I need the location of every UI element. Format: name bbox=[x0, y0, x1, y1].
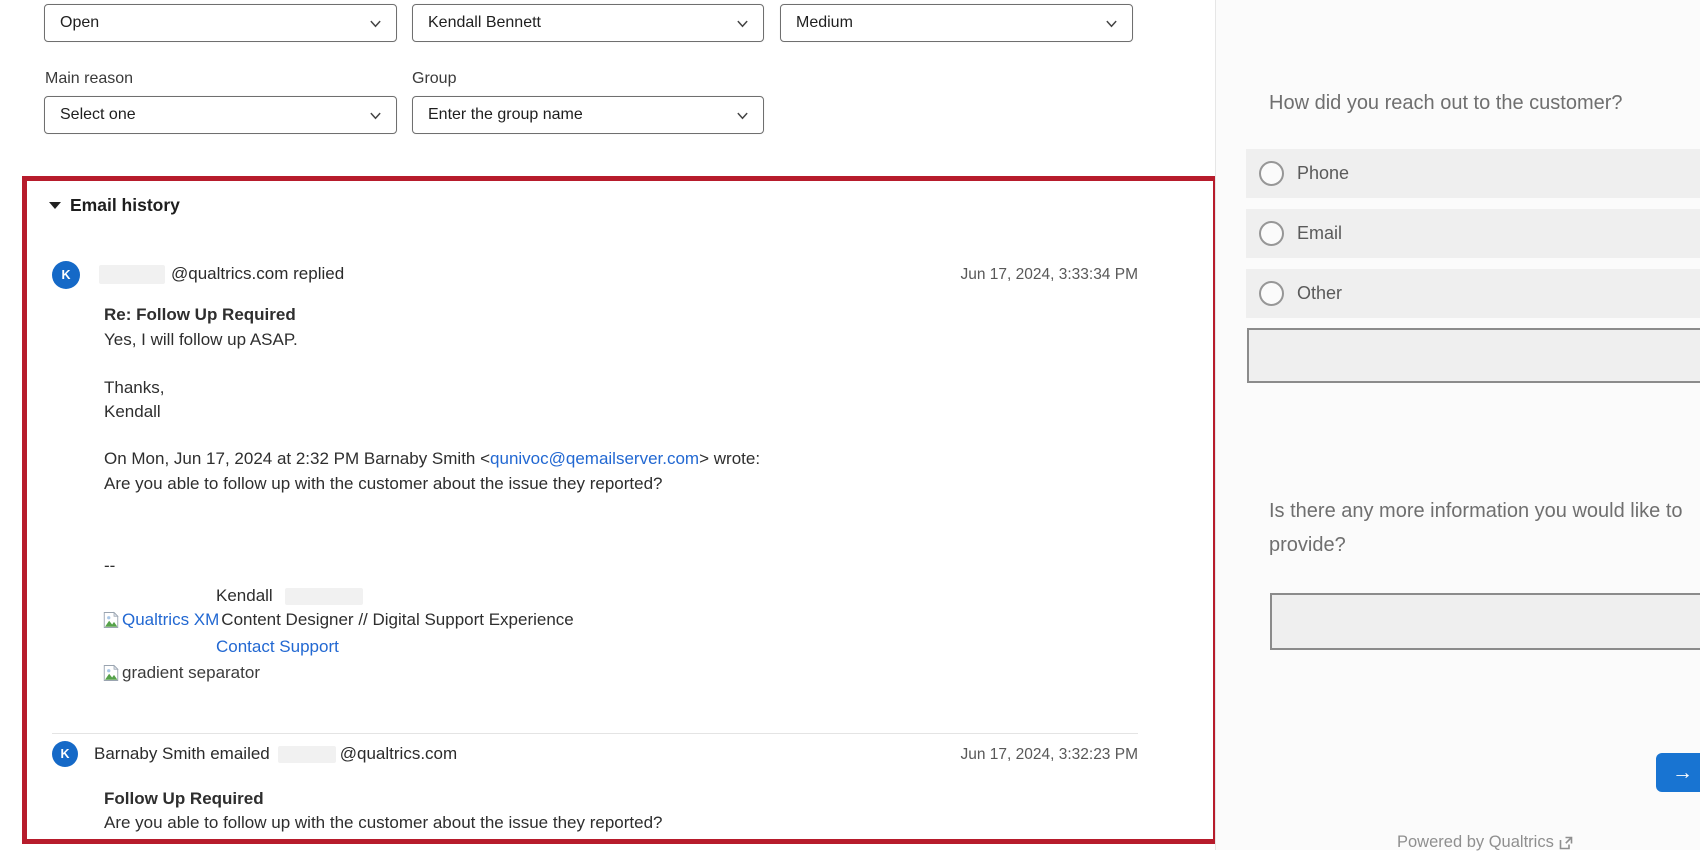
email1-body-line: Thanks, bbox=[104, 378, 165, 397]
radio-button-icon[interactable] bbox=[1259, 161, 1284, 186]
collapse-arrow-icon[interactable] bbox=[49, 202, 61, 209]
radio-label: Other bbox=[1297, 283, 1343, 303]
main-reason-select[interactable] bbox=[44, 96, 397, 134]
avatar bbox=[52, 261, 80, 289]
chevron-down-icon bbox=[369, 109, 382, 122]
next-arrow-icon: → bbox=[1672, 760, 1693, 784]
email-history-title[interactable]: Email history bbox=[70, 195, 180, 215]
external-link-icon bbox=[1559, 836, 1573, 850]
survey-question-1: How did you reach out to the customer? bbox=[1269, 92, 1623, 114]
powered-by-qualtrics-link[interactable] bbox=[1397, 833, 1573, 852]
more-info-text-input[interactable] bbox=[1270, 593, 1700, 650]
signature-logo-row bbox=[102, 610, 574, 630]
signature-name: Kendall bbox=[216, 586, 273, 605]
chevron-down-icon bbox=[736, 17, 749, 30]
survey-panel bbox=[1215, 0, 1700, 850]
status-value: Open bbox=[60, 14, 100, 31]
quoted-email-link[interactable]: qunivoc@qemailserver.com bbox=[490, 449, 700, 468]
radio-option-other[interactable] bbox=[1246, 269, 1700, 318]
group-label: Group bbox=[412, 70, 457, 87]
main-reason-label: Main reason bbox=[45, 70, 134, 87]
email1-quote-question: Are you able to follow up with the customer about the issue they reported? bbox=[104, 474, 663, 493]
email2-subject: Follow Up Required bbox=[104, 789, 264, 808]
next-button[interactable] bbox=[1656, 753, 1700, 792]
quote-prefix: On Mon, Jun 17, 2024 at 2:32 PM Barnaby Smith < bbox=[104, 449, 491, 468]
email2-header-prefix: Barnaby Smith emailed bbox=[94, 744, 270, 763]
email1-subject: Re: Follow Up Required bbox=[104, 305, 296, 324]
redacted-username bbox=[278, 746, 336, 763]
signature-name-row bbox=[216, 586, 363, 606]
owner-select[interactable] bbox=[412, 4, 764, 42]
owner-value: Kendall Bennett bbox=[428, 14, 541, 31]
powered-by-text: Powered by Qualtrics bbox=[1397, 833, 1554, 851]
avatar-initial: K bbox=[61, 268, 71, 282]
other-text-input[interactable] bbox=[1247, 328, 1700, 383]
group-value: Enter the group name bbox=[428, 106, 583, 123]
radio-option-phone[interactable] bbox=[1246, 149, 1700, 198]
avatar bbox=[52, 741, 78, 767]
email1-timestamp: Jun 17, 2024, 3:33:34 PM bbox=[960, 266, 1138, 283]
email1-body-line: Kendall bbox=[104, 402, 161, 421]
chevron-down-icon bbox=[736, 109, 749, 122]
chevron-down-icon bbox=[369, 17, 382, 30]
main-reason-value: Select one bbox=[60, 106, 136, 123]
group-select[interactable] bbox=[412, 96, 764, 134]
redacted-lastname bbox=[285, 588, 363, 605]
radio-button-icon[interactable] bbox=[1259, 221, 1284, 246]
email1-header-text: @qualtrics.com replied bbox=[171, 264, 345, 283]
survey-question-2: Is there any more information you would like to provide? bbox=[1269, 500, 1683, 556]
gradient-separator-row bbox=[102, 663, 260, 683]
broken-image-icon bbox=[102, 664, 120, 682]
email1-body-line: Yes, I will follow up ASAP. bbox=[104, 330, 298, 349]
status-select[interactable] bbox=[44, 4, 397, 42]
email2-header-suffix: @qualtrics.com bbox=[339, 744, 458, 763]
qualtrics-xm-link[interactable]: Qualtrics XM bbox=[122, 610, 220, 629]
contact-support-link[interactable]: Contact Support bbox=[216, 637, 339, 656]
broken-image-icon bbox=[102, 611, 120, 629]
avatar-initial: K bbox=[60, 747, 70, 761]
radio-label: Phone bbox=[1297, 163, 1350, 183]
quote-suffix: > wrote: bbox=[699, 449, 761, 468]
signature-title: Content Designer // Digital Support Experience bbox=[221, 610, 574, 629]
redacted-username bbox=[99, 265, 165, 284]
signature-dashes: -- bbox=[104, 556, 116, 575]
radio-button-icon[interactable] bbox=[1259, 281, 1284, 306]
chevron-down-icon bbox=[1105, 17, 1118, 30]
email2-body: Are you able to follow up with the customer about the issue they reported? bbox=[104, 813, 663, 832]
separator-image-alt: gradient separator bbox=[122, 663, 260, 682]
email1-quote-header bbox=[104, 449, 760, 469]
email2-timestamp: Jun 17, 2024, 3:32:23 PM bbox=[960, 746, 1138, 763]
radio-option-email[interactable] bbox=[1246, 209, 1700, 258]
priority-select[interactable] bbox=[780, 4, 1133, 42]
email-divider bbox=[52, 733, 1138, 734]
radio-label: Email bbox=[1297, 223, 1343, 243]
priority-value: Medium bbox=[796, 14, 853, 31]
